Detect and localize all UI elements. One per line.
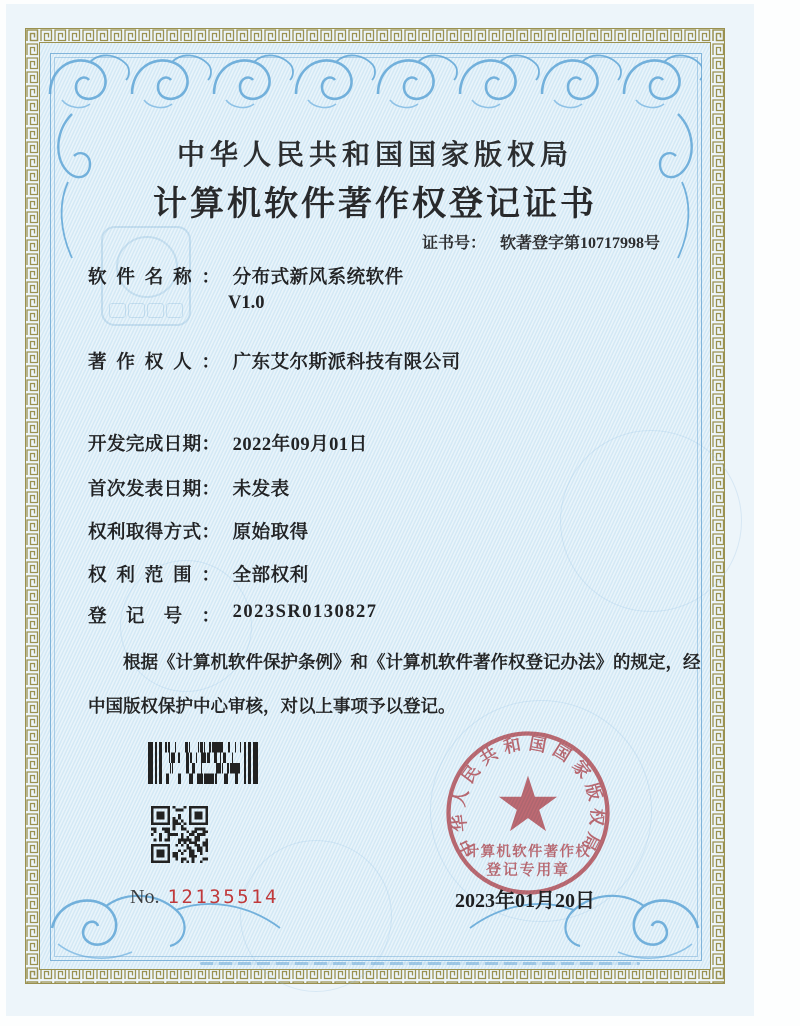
certificate-title: 计算机软件著作权登记证书 <box>153 186 597 223</box>
barcode <box>148 742 258 784</box>
field-copyright-owner: 著作权人： 广东艾尔斯派科技有限公司 <box>88 353 461 373</box>
stamp-line2: 登记专用章 <box>486 862 570 879</box>
bottom-wave-line <box>200 962 640 965</box>
official-stamp <box>437 722 619 904</box>
certificate-number-label: 证书号： <box>421 235 486 252</box>
certificate-number-value: 软著登字第10717998号 <box>499 235 660 252</box>
certificate-number <box>420 230 660 253</box>
registration-statement: 根据《计算机软件保护条例》和《计算机软件著作权登记办法》的规定，经中国版权保护中心审核，对以上事项予以登记。 <box>88 652 701 716</box>
field-acquisition-method: 权利取得方式： 原始取得 <box>88 523 309 543</box>
serial-prefix: No. <box>130 886 160 908</box>
field-first-publication: 首次发表日期： 未发表 <box>88 480 290 500</box>
serial-number-line <box>130 886 279 909</box>
issue-date: 2023年01月20日 <box>455 890 595 912</box>
field-completion-date: 开发完成日期： 2022年09月01日 <box>88 435 368 455</box>
authority-title: 中华人民共和国国家版权局 <box>176 140 573 171</box>
field-software-version: V1.0 <box>228 293 265 313</box>
stamp-line1: 计算机软件著作权 <box>464 844 592 861</box>
star-icon <box>499 776 557 831</box>
qr-code <box>151 806 208 863</box>
stamp-ring-text: 中华人民共和国国家版权局 <box>448 733 608 860</box>
field-software-name: 软件名称： 分布式新风系统软件 <box>88 268 404 288</box>
field-registration-number: 登记号： 2023SR0130827 <box>88 602 378 627</box>
serial-number: 12135514 <box>167 886 279 908</box>
field-rights-scope: 权利范围： 全部权利 <box>88 566 309 586</box>
